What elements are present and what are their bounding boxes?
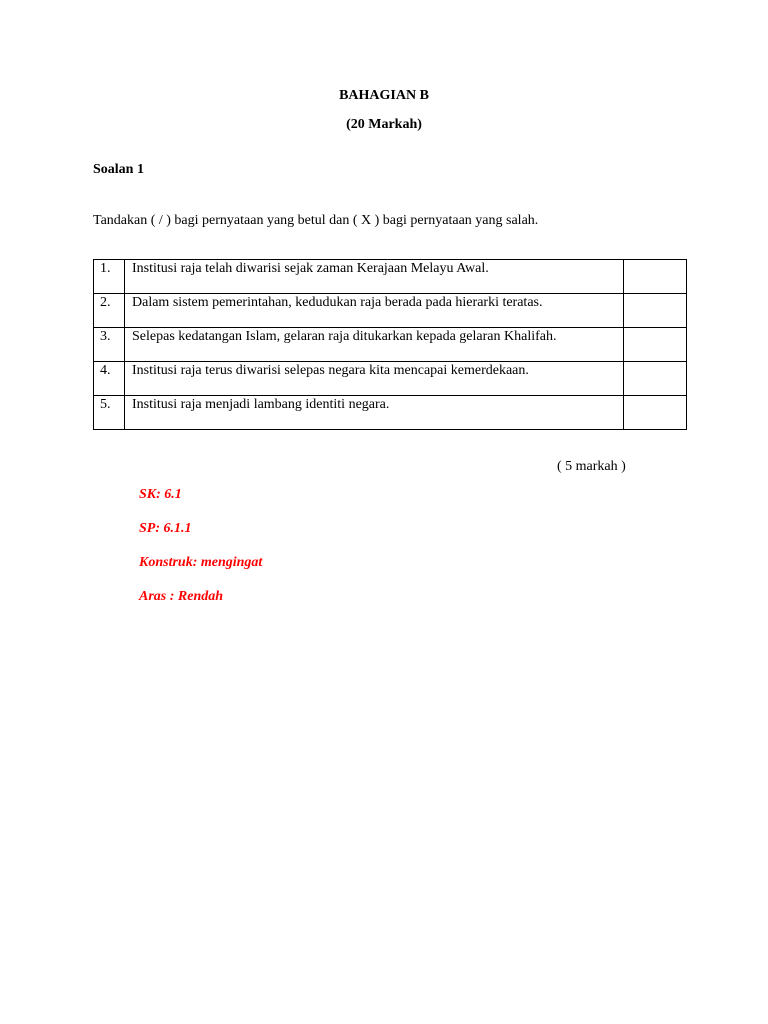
table-row [94, 260, 687, 294]
statement-cell [125, 294, 624, 328]
section-title: BAHAGIAN B [339, 88, 429, 103]
answer-box[interactable] [624, 294, 687, 328]
statement-cell [125, 362, 624, 396]
question-label: Soalan 1 [93, 162, 144, 177]
statement-text: Dalam sistem pemerintahan, kedudukan raja berada pada hierarki teratas. [132, 295, 543, 310]
statement-text: Institusi raja terus diwarisi selepas negara kita mencapai kemerdekaan. [132, 363, 529, 378]
row-number: 4. [100, 363, 111, 378]
row-number: 5. [100, 397, 111, 412]
section-marks: (20 Markah) [346, 117, 422, 132]
answer-box[interactable] [624, 328, 687, 362]
statement-cell [125, 396, 624, 430]
statement-text: Institusi raja telah diwarisi sejak zaman Kerajaan Melayu Awal. [132, 261, 489, 276]
meta-sp: SP: 6.1.1 [139, 521, 192, 536]
meta-aras: Aras : Rendah [139, 589, 224, 604]
statement-text: Selepas kedatangan Islam, gelaran raja ditukarkan kepada gelaran Khalifah. [132, 329, 557, 344]
row-number-cell [94, 396, 125, 430]
row-number: 3. [100, 329, 111, 344]
statement-text: Institusi raja menjadi lambang identiti negara. [132, 397, 390, 412]
statement-cell [125, 328, 624, 362]
row-number-cell [94, 328, 125, 362]
statement-cell [125, 260, 624, 294]
table-row [94, 294, 687, 328]
table-row [94, 362, 687, 396]
row-number-cell [94, 362, 125, 396]
table-row [94, 328, 687, 362]
row-number: 1. [100, 261, 111, 276]
total-marks: ( 5 markah ) [557, 459, 626, 474]
row-number-cell [94, 260, 125, 294]
answer-box[interactable] [624, 362, 687, 396]
meta-konstruk: Konstruk: mengingat [139, 555, 263, 570]
table-row [94, 396, 687, 430]
row-number: 2. [100, 295, 111, 310]
statements-table [93, 259, 687, 430]
meta-sk: SK: 6.1 [139, 487, 182, 502]
row-number-cell [94, 294, 125, 328]
answer-box[interactable] [624, 260, 687, 294]
question-instruction: Tandakan ( / ) bagi pernyataan yang betul dan ( X ) bagi pernyataan yang salah. [93, 213, 539, 228]
answer-box[interactable] [624, 396, 687, 430]
